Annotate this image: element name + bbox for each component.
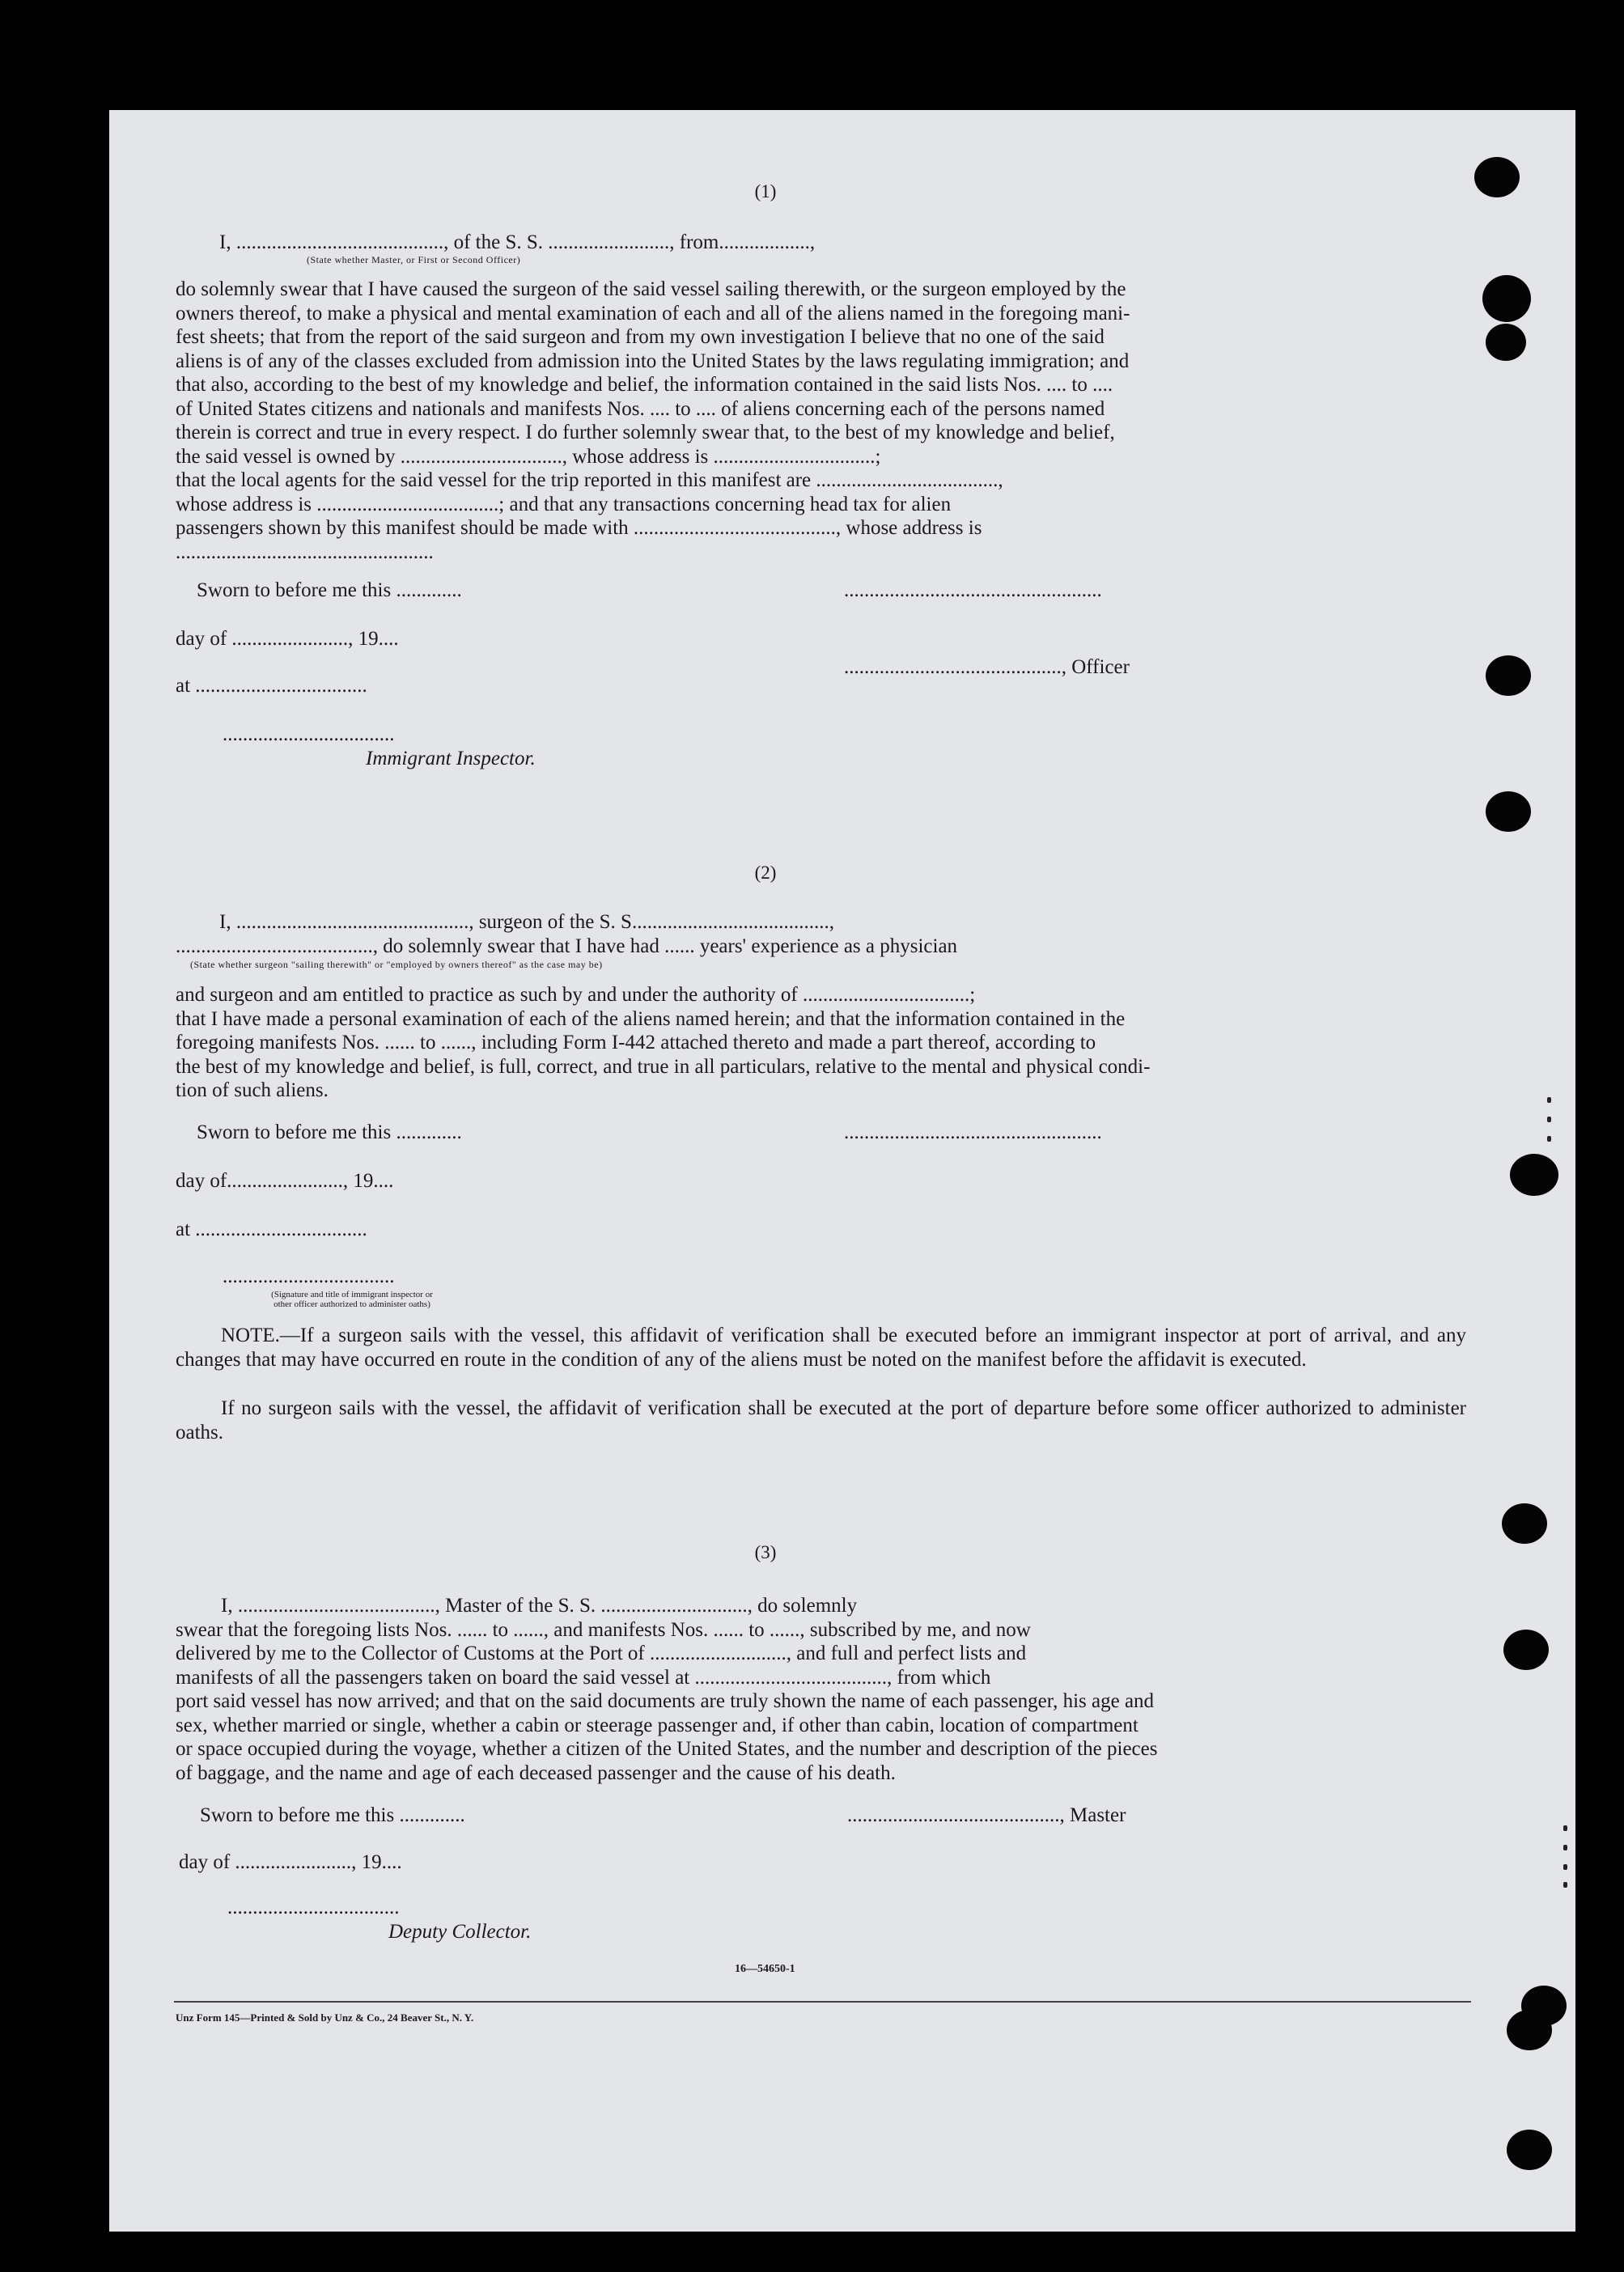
binder-hole xyxy=(1502,1503,1547,1544)
binder-hole xyxy=(1482,275,1531,322)
page-speck xyxy=(1547,1097,1551,1103)
s3-collector-dots: .................................. xyxy=(227,1897,400,1918)
s2-signature-dots: ................................................... xyxy=(844,1121,1102,1143)
s3-body-line: delivered by me to the Collector of Customs at the Port of ..........................., and full and perfect lists and xyxy=(176,1643,1027,1664)
s1-sworn-line: Sworn to before me this ............. xyxy=(197,579,462,601)
binder-hole xyxy=(1486,324,1526,361)
s2-inspector-note-line: other officer authorized to administer oaths) xyxy=(273,1299,430,1309)
s1-body-line: aliens is of any of the classes excluded from admission into the United States by the laws regulating immigration; and xyxy=(176,350,1130,372)
page-speck xyxy=(1563,1882,1567,1888)
s1-at-line: at .................................. xyxy=(176,675,367,697)
s3-body-line: I, ......................................., Master of the S. S. ............................., do solemnly xyxy=(221,1595,858,1617)
binder-hole xyxy=(1486,655,1531,696)
s3-master-line-text: .........................................., Master xyxy=(847,1804,1126,1826)
page-speck xyxy=(1563,1845,1567,1850)
page-speck xyxy=(1563,1864,1567,1870)
s1-body-line: the said vessel is owned by ................................, whose address is ................................; xyxy=(176,445,881,468)
s1-officer-signature-dots: ................................................... xyxy=(844,579,1102,601)
s2-at-line: at .................................. xyxy=(176,1219,367,1240)
s3-body-line: or space occupied during the voyage, whether a citizen of the United States, and the number and description of the pieces xyxy=(176,1738,1158,1760)
s1-body-line: whose address is ....................................; and that any transactions concerning head tax for alien xyxy=(176,493,952,515)
s2-inspector-dots: .................................. xyxy=(223,1265,395,1287)
footer-imprint: Unz Form 145—Printed & Sold by Unz & Co., 24 Beaver St., N. Y. xyxy=(176,2011,474,2024)
s3-body-line: of baggage, and the name and age of each deceased passenger and the cause of his death. xyxy=(176,1761,896,1784)
binder-hole xyxy=(1507,2130,1552,2170)
section-2-number: (2) xyxy=(754,863,777,883)
s2-surgeon-note: (State whether surgeon "sailing therewith" or "employed by owners thereof" as the case may be) xyxy=(190,959,603,970)
s1-body-line: that also, according to the best of my knowledge and belief, the information contained in the said lists Nos. .... to .... xyxy=(176,374,1113,396)
s1-body-line: ................................................... xyxy=(176,540,434,563)
section-1-number: (1) xyxy=(754,181,777,201)
s1-body-line: of United States citizens and nationals and manifests Nos. .... to .... of aliens concerning each of the persons named xyxy=(176,397,1105,420)
s2-body-line: tion of such aliens. xyxy=(176,1079,329,1101)
s2-line-2: ......................................., do solemnly swear that I have had ...... years' experience as a physician xyxy=(176,935,958,957)
s3-master-line xyxy=(847,1804,1126,1827)
s1-day-line: day of ......................., 19.... xyxy=(176,628,399,650)
s3-body xyxy=(176,1594,1470,1785)
s2-body-line: and surgeon and am entitled to practice as such by and under the authority of .................................; xyxy=(176,984,976,1006)
s2-body xyxy=(176,983,1466,1103)
s1-body-line: therein is correct and true in every respect. I do further solemnly swear that, to the best of my knowledge and belief, xyxy=(176,422,1115,443)
s1-inspector-label: Immigrant Inspector. xyxy=(366,748,536,769)
page-speck xyxy=(1547,1136,1551,1142)
binder-hole xyxy=(1486,791,1531,832)
s3-body-line: manifests of all the passengers taken on board the said vessel at ......................................, from which xyxy=(176,1666,991,1689)
s2-note-para-2: If no surgeon sails with the vessel, the affidavit of verification shall be executed at the port of departure before some officer authorized to administer oaths. xyxy=(176,1397,1466,1443)
s2-inspector-note-line: (Signature and title of immigrant inspector or xyxy=(271,1290,433,1299)
s2-line-1: I, .............................................., surgeon of the S. S......................................., xyxy=(219,911,834,933)
s2-note-para-1: NOTE.—If a surgeon sails with the vessel, this affidavit of verification shall be executed before an immigrant inspector at port of arrival, and any changes that may have occurred en route in the condition of any of the aliens must be noted on the manifest before the affidavit is executed. xyxy=(176,1325,1466,1371)
footer-rule xyxy=(174,2001,1471,2003)
s1-body xyxy=(176,278,1466,564)
s2-body-line: the best of my knowledge and belief, is full, correct, and true in all particulars, relative to the mental and physical condi- xyxy=(176,1055,1151,1078)
s3-day-line: day of ......................., 19.... xyxy=(179,1851,402,1873)
s2-body-line: that I have made a personal examination of each of the aliens named herein; and that the information contained in the xyxy=(176,1007,1126,1030)
page-speck xyxy=(1563,1825,1567,1831)
s1-officer-line xyxy=(844,656,1130,679)
s3-body-line: swear that the foregoing lists Nos. ...... to ......, and manifests Nos. ...... to ......, subscribed by me, and now xyxy=(176,1618,1031,1641)
section-3-number: (3) xyxy=(754,1542,777,1562)
binder-hole xyxy=(1510,1154,1558,1196)
s1-officer-note: (State whether Master, or First or Second Officer) xyxy=(307,254,521,265)
s1-opening-line: I, ........................................., of the S. S. ........................, from.................., xyxy=(219,231,816,253)
binder-hole xyxy=(1474,157,1520,197)
page-speck xyxy=(1547,1117,1551,1122)
s2-sworn-line: Sworn to before me this ............. xyxy=(197,1121,462,1143)
s3-sworn-line: Sworn to before me this ............. xyxy=(200,1804,465,1826)
s3-body-line: sex, whether married or single, whether a cabin or steerage passenger and, if other than cabin, location of compartment xyxy=(176,1714,1138,1736)
s3-collector-label: Deputy Collector. xyxy=(388,1921,532,1943)
s1-body-line: owners thereof, to make a physical and mental examination of each and all of the aliens named in the foregoing mani- xyxy=(176,302,1130,324)
s2-inspector-note xyxy=(231,1290,473,1309)
s1-body-line: fest sheets; that from the report of the said surgeon and from my own investigation I believe that no one of the said xyxy=(176,326,1105,348)
binder-hole xyxy=(1507,2010,1552,2050)
form-number: 16—54650-1 xyxy=(735,1963,795,1975)
s1-officer-line-text: ..........................................., Officer xyxy=(844,656,1130,678)
binder-hole xyxy=(1503,1630,1549,1670)
s1-body-line: do solemnly swear that I have caused the surgeon of the said vessel sailing therewith, or the surgeon employed by the xyxy=(176,278,1126,300)
s2-body-line: foregoing manifests Nos. ...... to ......, including Form I-442 attached thereto and made a part thereof, according to xyxy=(176,1032,1096,1053)
s1-body-line: passengers shown by this manifest should be made with ........................................, whose address is xyxy=(176,517,982,539)
s1-inspector-dots: .................................. xyxy=(223,723,395,745)
form-page xyxy=(109,110,1575,2232)
s1-body-line: that the local agents for the said vessel for the trip reported in this manifest are ...................................., xyxy=(176,469,1003,491)
s2-day-line: day of......................., 19.... xyxy=(176,1170,394,1192)
s3-body-line: port said vessel has now arrived; and that on the said documents are truly shown the name of each passenger, his age and xyxy=(176,1690,1155,1712)
